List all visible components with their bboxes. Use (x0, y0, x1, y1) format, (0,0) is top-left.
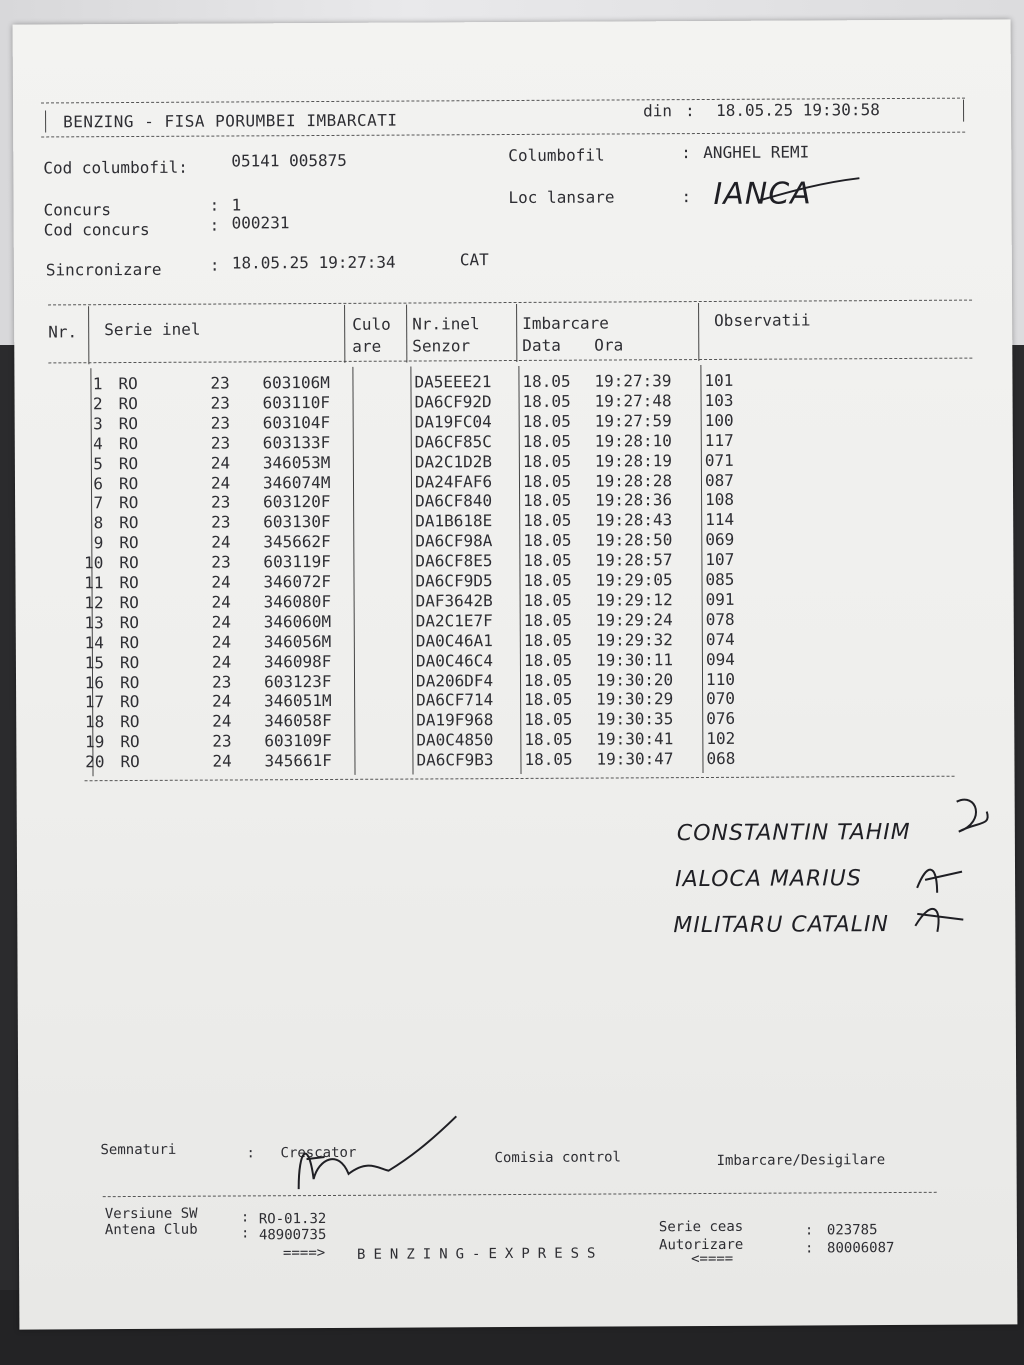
row-time: 19:29:24 (595, 609, 673, 630)
versiune-sw-label: Versiune SW (104, 1205, 198, 1223)
initials-mark-1-icon (947, 791, 997, 841)
row-observation: 107 (705, 549, 735, 570)
row-date: 18.05 (523, 530, 572, 551)
row-sensor-id: DA2C1E7F (415, 610, 493, 631)
row-date: 18.05 (524, 729, 573, 750)
handwritten-name-3: MILITARU CATALIN (673, 912, 889, 939)
signature-imbarcare-label: Imbarcare/Desigilare (716, 1152, 886, 1169)
row-sensor-id: DA6CF9D5 (415, 571, 493, 591)
signature-crescator-label: Crescator (280, 1144, 357, 1162)
row-country: RO (119, 592, 139, 612)
columbofil-value: ANGHEL REMI (703, 142, 810, 163)
table-header-bottom-rule (48, 358, 972, 364)
concurs-value: 1 (231, 195, 242, 215)
row-observation: 094 (705, 649, 735, 669)
row-observation: 091 (705, 589, 735, 609)
row-year: 24 (211, 632, 232, 652)
row-country: RO (118, 433, 139, 453)
row-sensor-id: DA19FC04 (414, 411, 492, 432)
sincronizare-label: Sincronizare (45, 259, 162, 280)
row-observation: 101 (704, 370, 734, 391)
row-country: RO (119, 513, 139, 533)
row-ring-serial: 603133F (262, 432, 331, 453)
row-country: RO (119, 612, 140, 632)
row-number: 19 (85, 732, 105, 752)
row-time: 19:30:11 (595, 649, 674, 670)
col-header-senzor: Senzor (412, 336, 471, 356)
row-time: 19:28:50 (595, 530, 673, 550)
row-ring-serial: 346080F (263, 591, 332, 612)
row-number: 5 (93, 453, 103, 473)
row-number: 7 (93, 493, 104, 513)
serie-ceas-value: 023785 (826, 1222, 878, 1239)
row-ring-serial: 346051M (264, 691, 332, 711)
row-country: RO (119, 493, 139, 513)
row-sensor-id: DA19F968 (416, 710, 494, 730)
row-date: 18.05 (522, 411, 571, 431)
row-date: 18.05 (523, 510, 572, 531)
row-sensor-id: DAF3642B (415, 591, 493, 611)
row-year: 23 (211, 671, 232, 692)
row-date: 18.05 (522, 451, 572, 471)
row-date: 18.05 (522, 471, 572, 491)
row-ring-serial: 603109F (264, 731, 332, 751)
row-date: 18.05 (523, 670, 573, 690)
crescator-signature-icon (278, 1088, 469, 1199)
row-country: RO (119, 533, 139, 553)
row-number: 9 (93, 533, 104, 553)
row-observation: 085 (705, 569, 735, 590)
row-sensor-id: DA1B618E (415, 511, 493, 531)
row-country: RO (118, 473, 139, 493)
row-time: 19:27:39 (594, 371, 672, 391)
row-sensor-id: DA206DF4 (415, 670, 494, 691)
row-year: 23 (210, 373, 230, 393)
row-country: RO (120, 712, 140, 732)
row-time: 19:28:36 (595, 490, 673, 510)
row-observation: 108 (705, 490, 735, 510)
row-year: 24 (211, 592, 231, 612)
row-country: RO (119, 672, 140, 692)
row-ring-serial: 603123F (263, 671, 332, 691)
row-number: 13 (84, 612, 104, 633)
row-ring-serial: 603104F (262, 412, 331, 433)
row-year: 23 (211, 512, 231, 532)
row-date: 18.05 (523, 550, 572, 571)
loc-lansare-handwritten: IANCA (713, 176, 812, 212)
row-number: 14 (84, 632, 104, 652)
row-observation: 100 (704, 410, 734, 430)
autorizare-label: Autorizare (658, 1236, 744, 1254)
row-ring-serial: 603110F (262, 392, 331, 413)
header-right-edge (963, 100, 964, 122)
loc-lansare-label: Loc lansare (508, 187, 615, 208)
footer-rule (103, 1192, 937, 1197)
row-country: RO (120, 692, 140, 712)
row-ring-serial: 345661F (264, 751, 332, 771)
row-country: RO (118, 453, 139, 473)
row-ring-serial: 603119F (263, 552, 331, 572)
table-bottom-rule (85, 776, 955, 782)
print-date-value: 18.05.25 19:30:58 (715, 100, 880, 120)
row-country: RO (120, 752, 140, 772)
signatures-label: Semnaturi (100, 1141, 177, 1159)
row-sensor-id: DA6CF98A (415, 531, 493, 551)
row-number: 6 (93, 473, 104, 493)
row-country: RO (118, 413, 138, 433)
row-country: RO (118, 393, 138, 413)
row-time: 19:28:57 (595, 550, 673, 570)
col-header-culoare-1: Culo (352, 314, 391, 334)
row-number: 20 (85, 752, 105, 772)
initials-mark-2-icon (907, 858, 967, 898)
row-year: 24 (211, 572, 231, 592)
row-date: 18.05 (524, 749, 573, 770)
row-sensor-id: DA5EEE21 (414, 372, 492, 392)
row-year: 23 (211, 552, 231, 572)
row-sensor-id: DA0C46A1 (415, 630, 493, 651)
row-ring-serial: 603120F (263, 492, 331, 512)
row-time: 19:30:29 (596, 689, 674, 709)
row-time: 19:30:47 (596, 749, 674, 769)
row-observation: 103 (704, 390, 734, 410)
row-date: 18.05 (523, 491, 572, 511)
row-sensor-id: DA6CF85C (414, 431, 492, 452)
row-number: 11 (84, 573, 104, 593)
row-ring-serial: 346098F (263, 651, 332, 671)
cod-concurs-label: Cod concurs (43, 219, 150, 240)
row-sensor-id: DA24FAF6 (414, 471, 493, 492)
serie-ceas-label: Serie ceas (658, 1218, 744, 1236)
handwritten-name-2: IALOCA MARIUS (675, 866, 862, 893)
row-country: RO (119, 652, 140, 672)
row-sensor-id: DA0C4850 (416, 730, 494, 750)
row-sensor-id: DA2C1D2B (414, 451, 492, 472)
row-country: RO (119, 553, 139, 573)
row-observation: 070 (706, 689, 736, 709)
row-date: 18.05 (522, 391, 571, 411)
row-number: 1 (92, 374, 103, 394)
row-country: RO (119, 572, 139, 593)
row-time: 19:29:05 (595, 570, 673, 590)
row-observation: 071 (704, 450, 734, 470)
col-header-culoare-2: are (352, 336, 382, 356)
row-country: RO (120, 732, 140, 752)
loc-lansare-strike-icon (753, 170, 863, 211)
signature-comisia-label: Comisia control (494, 1149, 622, 1167)
document-title: BENZING - FISA PORUMBEI IMBARCATI (63, 110, 398, 132)
row-date: 18.05 (522, 371, 571, 391)
row-ring-serial: 346056M (263, 631, 332, 652)
cod-columbofil-label: Cod columbofil: (43, 157, 188, 178)
row-ring-serial: 346060M (263, 611, 332, 632)
row-number: 4 (93, 433, 103, 453)
table-top-rule (48, 300, 972, 306)
row-sensor-id: DA6CF92D (414, 392, 492, 412)
row-sensor-id: DA0C46C4 (415, 650, 494, 671)
row-observation: 069 (705, 530, 735, 550)
row-country: RO (118, 373, 138, 394)
row-year: 24 (210, 472, 231, 493)
row-number: 12 (84, 593, 104, 613)
autorizare-value: 80006087 (826, 1240, 895, 1257)
row-date: 18.05 (523, 630, 573, 650)
row-time: 19:30:20 (595, 669, 674, 690)
row-observation: 110 (705, 669, 735, 689)
row-observation: 076 (706, 709, 736, 729)
row-observation: 068 (706, 748, 736, 769)
antena-club-value: 48900735 (258, 1226, 327, 1244)
row-date: 18.05 (523, 650, 573, 670)
concurs-label: Concurs (43, 200, 112, 220)
row-year: 23 (210, 433, 231, 453)
row-ring-serial: 603130F (263, 512, 331, 532)
row-time: 19:29:32 (595, 629, 673, 650)
row-number: 16 (84, 672, 105, 692)
print-date-label: din (643, 101, 673, 121)
row-sensor-id: DA6CF840 (415, 491, 493, 511)
row-number: 2 (92, 394, 103, 414)
cod-concurs-value: 000231 (231, 213, 290, 233)
brand-arrow-left: ====> (282, 1245, 326, 1262)
row-sensor-id: DA6CF8E5 (415, 551, 493, 571)
sincronizare-zone: CAT (459, 250, 489, 270)
col-header-observatii: Observatii (714, 310, 811, 330)
row-time: 19:28:43 (595, 510, 673, 530)
brand-arrow-right: <==== (691, 1250, 734, 1268)
row-date: 18.05 (523, 570, 572, 590)
antena-club-label: Antena Club (104, 1221, 198, 1239)
row-year: 23 (211, 492, 231, 512)
row-time: 19:30:35 (596, 709, 674, 729)
row-sensor-id: DA6CF9B3 (416, 750, 494, 770)
row-time: 19:28:19 (594, 450, 672, 471)
row-year: 24 (211, 652, 232, 672)
sincronizare-value: 18.05.25 19:27:34 (231, 252, 396, 273)
row-number: 3 (92, 413, 103, 434)
row-time: 19:27:59 (594, 410, 672, 431)
columbofil-label: Columbofil (508, 145, 605, 166)
col-header-nr-inel: Nr.inel (412, 314, 480, 334)
row-date: 18.05 (524, 709, 573, 730)
col-header-nr: Nr. (48, 322, 78, 342)
header-left-edge (45, 110, 46, 132)
row-year: 23 (210, 413, 230, 433)
row-number: 8 (93, 513, 104, 533)
row-ring-serial: 346058F (264, 711, 332, 731)
row-date: 18.05 (523, 590, 572, 610)
row-year: 23 (210, 393, 230, 413)
row-ring-serial: 345662F (263, 532, 331, 552)
table-row (16, 748, 976, 773)
row-time: 19:27:48 (594, 391, 672, 411)
row-time: 19:30:41 (596, 729, 674, 749)
row-observation: 074 (705, 629, 735, 649)
row-date: 18.05 (524, 690, 573, 710)
row-sensor-id: DA6CF714 (416, 690, 494, 710)
row-year: 24 (212, 691, 232, 711)
row-date: 18.05 (522, 431, 571, 451)
col-header-serie-inel: Serie inel (104, 319, 201, 340)
handwritten-name-1: CONSTANTIN TAHIM (676, 819, 911, 847)
row-observation: 117 (704, 430, 734, 450)
row-observation: 102 (706, 729, 736, 749)
row-year: 24 (212, 751, 232, 771)
row-number: 18 (84, 712, 105, 732)
row-date: 18.05 (523, 610, 572, 630)
row-number: 10 (84, 553, 104, 573)
cod-columbofil-value: 05141 005875 (231, 150, 347, 171)
row-ring-serial: 346074M (262, 472, 331, 492)
row-year: 24 (210, 453, 231, 473)
brand-name: BENZING-EXPRESS (356, 1245, 604, 1263)
col-header-ora: Ora (594, 335, 624, 355)
col-header-imbarcare: Imbarcare (522, 313, 609, 333)
header-bottom-rule (41, 132, 965, 138)
versiune-sw-value: RO-01.32 (258, 1210, 327, 1228)
row-observation: 087 (704, 470, 734, 490)
row-ring-serial: 346053M (262, 452, 331, 472)
row-observation: 078 (705, 609, 735, 629)
initials-mark-3-icon (907, 898, 967, 938)
row-observation: 114 (705, 510, 735, 530)
row-year: 24 (212, 711, 232, 731)
row-number: 17 (84, 692, 105, 712)
row-ring-serial: 603106M (262, 372, 330, 393)
row-year: 23 (212, 731, 232, 751)
row-time: 19:28:10 (594, 430, 672, 451)
row-time: 19:29:12 (595, 590, 673, 610)
row-country: RO (119, 632, 140, 652)
row-number: 15 (84, 652, 104, 672)
col-header-data: Data (522, 335, 561, 355)
row-year: 24 (211, 612, 232, 632)
row-year: 24 (211, 532, 231, 552)
row-ring-serial: 346072F (263, 571, 331, 592)
row-time: 19:28:28 (594, 470, 673, 491)
boarding-sheet: BENZING - FISA PORUMBEI IMBARCATI din : 18.05.25 19:30:58 Cod columbofil: 05141 005875 Columbofil : ANGHEL REMI Concurs : 1 Loc lansare : IANCA Cod concurs : 000231 Sincronizare : 18.05.25 19:27:34 CAT Nr. Serie inel Culo are Nr.inel Senzor Imbarcare Data Ora Observatii 1 RO 23 603106M DA5EEE21 18.05 19:27:39 101 2 RO 23 603110F DA6CF92D 18.05 19:27:48 103 3 RO 23 603104F DA19FC04 18.05 19:27:59 100 4 RO 23 603133F DA6CF85C 18.05 19:28:10 117 5 RO 24 346053M DA2C1D2B 18.05 19:28:19 071 6 RO 24 346074M DA24FAF6 18.05 19:28:28 087 7 RO 23 603120F DA6CF840 18.05 19:28:36 108 8 RO 23 603130F DA1B618E 18.05 19:28:43 114 9 RO 24 345662F DA6CF98A 18.05 19:28:50 069 10 RO 23 603119F DA6CF8E5 18.05 19:28:57 107 11 RO 24 346072F DA6CF9D5 18.05 19:29:05 085 12 RO 24 346080F DAF3642B 18.05 19:29:12 091 13 RO 24 346060M DA2C1E7F 18.05 19:29:24 078 14 RO 24 346056M DA0C46A1 18.05 19:29:32 074 15 RO 24 346098F DA0C46C4 18.05 19:30:11 094 16 RO 23 603123F DA206DF4 18.05 19:30:20 110 17 RO 24 346051M DA6CF714 18.05 19:30:29 070 18 RO 24 346058F DA19F968 18.05 19:30:35 076 19 RO 23 603109F DA0C4850 18.05 19:30:41 102 20 RO 24 345661F DA6CF9B3 18.05 19:30:47 068 CONSTANTIN TAHIM IALOCA MARIUS MILITARU CATALIN Semnaturi : Crescator Comisia control Imbarcare/Desigilare Versiune SW : RO-01.32 Antena Club : 48900735 ====> BENZING-EXPRESS <==== Serie ceas : 023785 Autorizare : 80006087 (13, 19, 1018, 1329)
